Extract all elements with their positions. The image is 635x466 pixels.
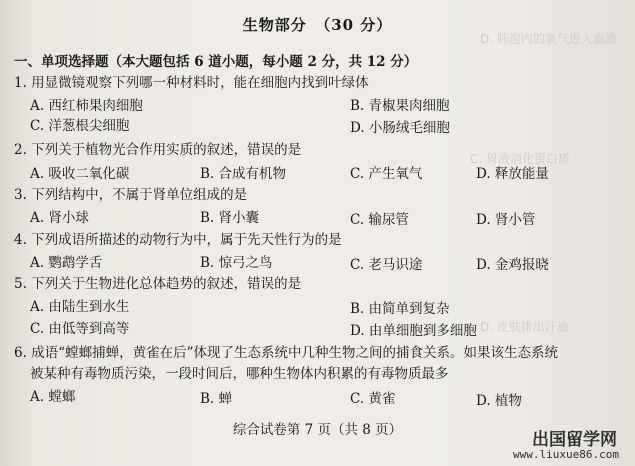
watermark-logo-text: 出国留学网 [532,430,617,450]
page-footer: 综合试卷第 7 页（共 8 页） [232,422,403,438]
question-stem: 4. 下列成语所描述的动物行为中，属于先天性行为的是 [14,232,342,248]
question-stem: 5. 下列关于生物进化总体趋势的叙述，错误的是 [14,276,302,292]
question-stem: 3. 下列结构中，不属于肾单位组成的是 [14,187,248,203]
question-stem: 6. 成语“螳螂捕蝉，黄雀在后”体现了生态系统中几种生物之间的捕食关系。如果该生态系统 [14,345,558,361]
option: A. 西红柿果肉细胞 [30,98,143,114]
bleed-through-text: C. 胃液消化蛋白质 [470,152,571,166]
option: D. 由单细胞到多细胞 [350,323,477,339]
option: A. 螳螂 [30,389,76,405]
option: D. 金鸡报晓 [476,257,549,273]
option: B. 青椒果肉细胞 [350,98,450,114]
option: A. 肾小球 [30,210,89,226]
option: C. 由低等到高等 [30,321,130,337]
watermark-url: www.liuxue86.com [513,448,619,461]
option: A. 吸收二氧化碳 [30,166,130,182]
option: D. 释放能量 [476,166,549,182]
option: C. 产生氧气 [350,166,423,182]
option: D. 小肠绒毛细胞 [350,120,450,136]
option: A. 鹦鹉学舌 [30,255,103,271]
question-stem: 1. 用显微镜观察下列哪一种材料时，能在细胞内找到叶绿体 [14,75,369,91]
bleed-through-text: D. 肺泡内的氧气进入血液 [480,32,617,46]
option: B. 肾小囊 [200,210,260,226]
option: C. 洋葱根尖细胞 [30,118,130,134]
option: B. 蝉 [200,391,233,407]
option: B. 惊弓之鸟 [200,255,273,271]
option: D. 植物 [476,393,522,409]
option: B. 合成有机物 [200,166,287,182]
question-stem: 2. 下列关于植物光合作用实质的叙述，错误的是 [14,142,302,158]
option: C. 黄雀 [350,391,396,407]
option: C. 老马识途 [350,257,423,273]
option: B. 由简单到复杂 [350,301,450,317]
page-title: 生物部分 （30 分） [242,16,393,34]
option: A. 由陆生到水生 [30,299,130,315]
bleed-through-text: D. 皮肤排出汗液 [480,320,569,334]
section-heading: 一、单项选择题（本大题包括 6 道小题，每小题 2 分，共 12 分） [14,54,418,70]
question-stem-continuation: 被某种有毒物质污染，一段时间后，哪种生物体内积累的有毒物质最多 [30,366,449,382]
option: C. 输尿管 [350,212,409,228]
option: D. 肾小管 [476,212,536,228]
